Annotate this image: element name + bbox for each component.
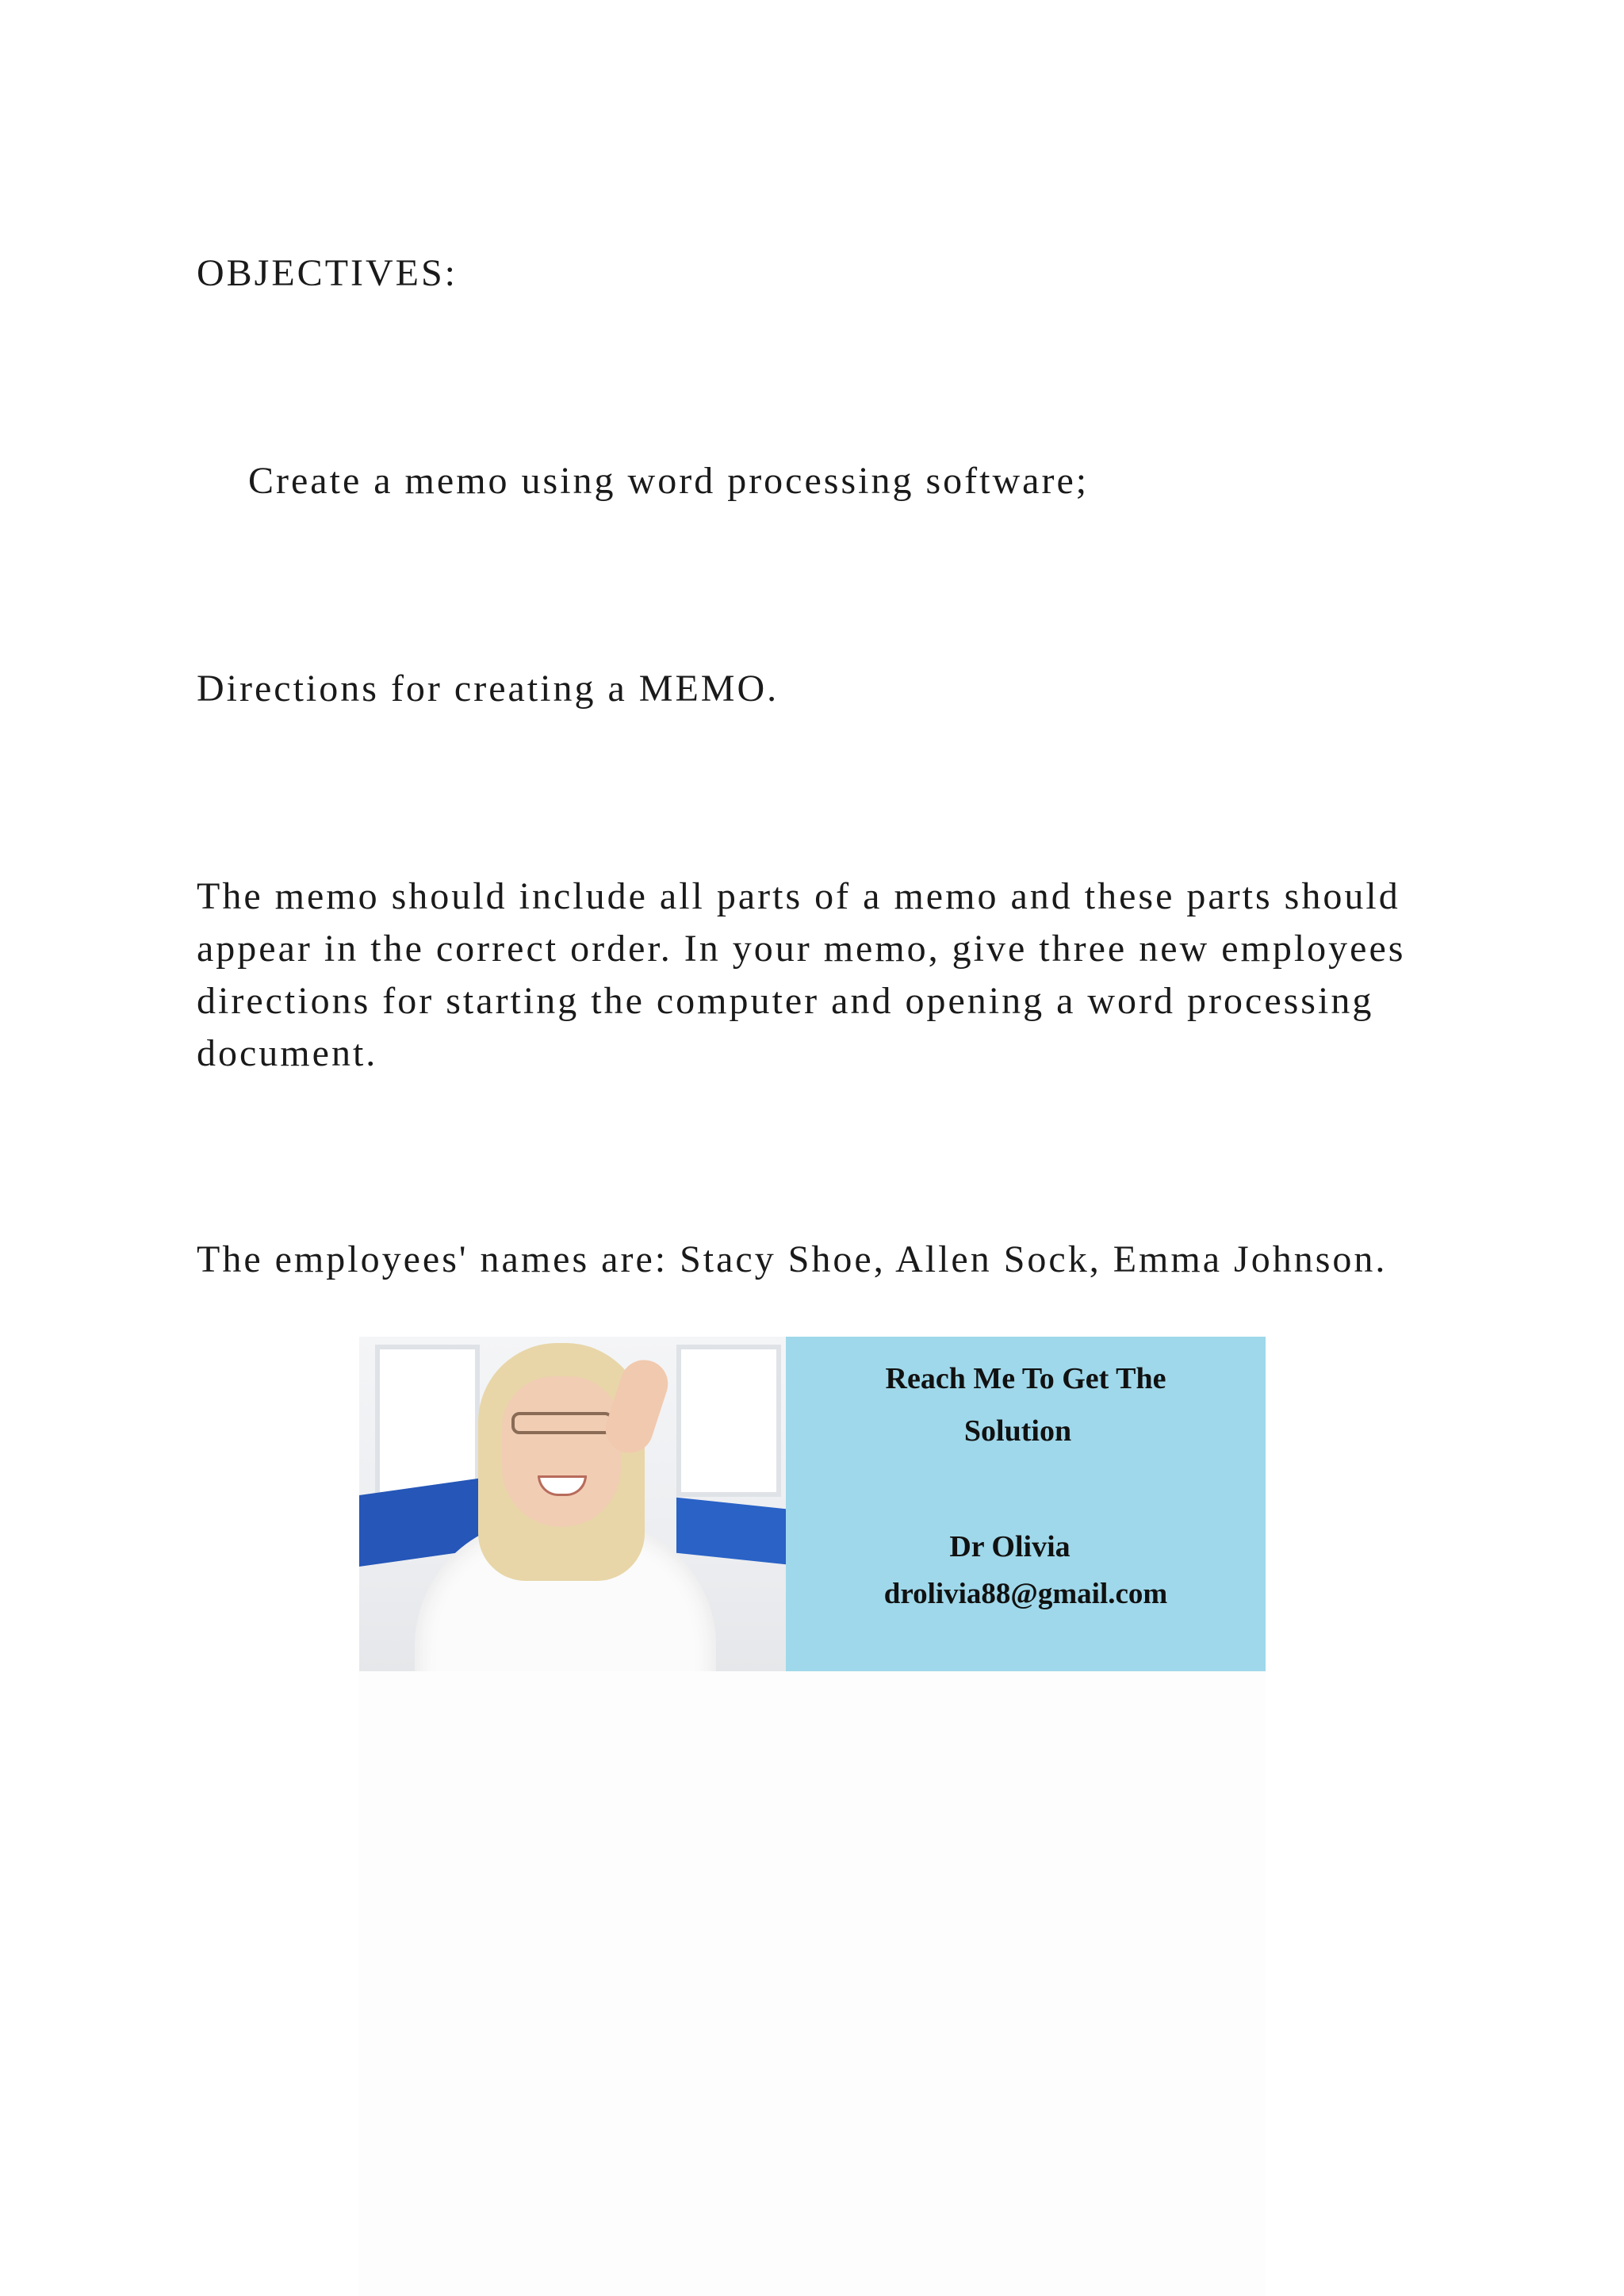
banner-headline-line-2: Solution (963, 1414, 1072, 1448)
banner-contact-name: Dr Olivia (949, 1530, 1071, 1563)
instructions-paragraph: The memo should include all parts of a memo and these parts should appear in the correct order. In your memo, give three new employees directions for starting the computer and opening a word processing document. (197, 875, 1406, 1074)
blank-image-area (359, 1671, 1266, 2296)
banner-headline-line-1: Reach Me To Get The (885, 1362, 1166, 1395)
objective-item: Create a memo using word processing software; (248, 460, 1090, 502)
objectives-heading: OBJECTIVES: (197, 252, 458, 294)
banner-info-panel (786, 1337, 1266, 1671)
person-face (502, 1376, 621, 1527)
banner-contact-email: drolivia88@gmail.com (883, 1578, 1168, 1610)
window-pane (676, 1345, 781, 1497)
directions-heading: Directions for creating a MEMO. (197, 668, 779, 710)
window-pane (375, 1345, 480, 1497)
contact-banner (359, 1337, 1266, 1671)
blue-chair-shape (676, 1498, 786, 1565)
woman-photo (359, 1337, 786, 1671)
employees-paragraph: The employees' names are: Stacy Shoe, Allen Sock, Emma Johnson. (197, 1238, 1388, 1280)
glasses-icon (511, 1412, 613, 1434)
